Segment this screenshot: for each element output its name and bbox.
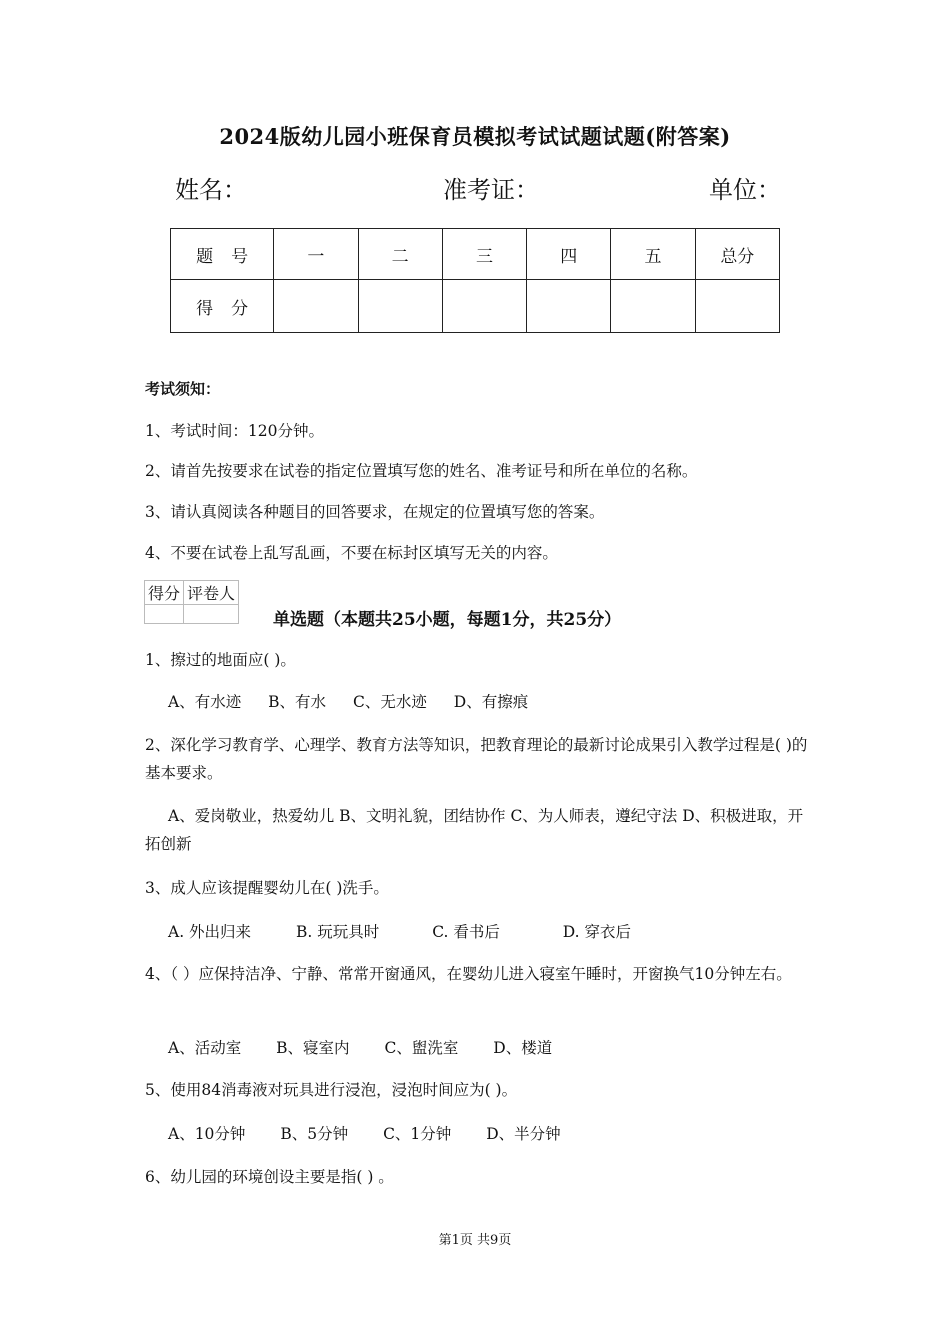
score-cell[interactable] [442, 280, 526, 333]
name-field-label: 姓名： [175, 176, 247, 204]
option[interactable]: A、活动室 [168, 1039, 242, 1057]
page-title: 2024版幼儿园小班保育员模拟考试试题试题(附答案) [219, 124, 731, 149]
notice-item: 2、请首先按要求在试卷的指定位置填写您的姓名、准考证号和所在单位的名称。 [145, 462, 698, 480]
question-5-options [168, 1122, 583, 1144]
score-cell[interactable] [274, 280, 358, 333]
question-1-options [168, 690, 550, 712]
unit-field-label: 单位： [709, 176, 781, 204]
section-title: 单选题（本题共25小题，每题1分，共25分） [273, 610, 622, 630]
score-table-col-1: 一 [274, 229, 358, 280]
notice-item: 4、不要在试卷上乱写乱画，不要在标封区填写无关的内容。 [145, 544, 558, 562]
score-cell[interactable] [358, 280, 442, 333]
question-4-options [168, 1036, 574, 1058]
score-table [170, 228, 780, 333]
score-table-col-4: 四 [527, 229, 611, 280]
option[interactable]: A. 外出归来 [168, 923, 252, 941]
option[interactable]: D、半分钟 [486, 1125, 561, 1143]
score-table-col-5: 五 [611, 229, 695, 280]
grader-score-label: 得分 [145, 581, 184, 605]
score-table-col-2: 二 [358, 229, 442, 280]
option[interactable]: C、盥洗室 [384, 1039, 459, 1057]
notice-item: 1、考试时间：120分钟。 [145, 422, 324, 440]
score-cell-total[interactable] [695, 280, 779, 333]
question-2-options: A、爱岗敬业，热爱幼儿 B、文明礼貌，团结协作 C、为人师表，遵纪守法 D、积极进取，开拓创新 [145, 807, 804, 853]
score-table-score-label: 得分 [171, 280, 274, 333]
question-4: 4、（ ）应保持洁净、宁静、常常开窗通风，在婴幼儿进入寝室午睡时，开窗换气10分钟左右。 [145, 965, 792, 983]
candidate-info-row [175, 170, 781, 202]
notice-title: 考试须知： [145, 380, 221, 398]
exam-id-field-label: 准考证： [443, 176, 539, 204]
option[interactable]: A、10分钟 [168, 1125, 246, 1143]
score-table-col-3: 三 [442, 229, 526, 280]
option[interactable]: D. 穿衣后 [562, 923, 632, 941]
score-table-col-total: 总分 [695, 229, 779, 280]
question-3: 3、成人应该提醒婴幼儿在( )洗手。 [145, 879, 389, 897]
score-table-header-label: 题号 [171, 229, 274, 280]
question-2: 2、深化学习教育学、心理学、教育方法等知识，把教育理论的最新讨论成果引入教学过程是( )的基本要求。 [145, 736, 808, 782]
option[interactable]: D、楼道 [493, 1039, 553, 1057]
question-5: 5、使用84消毒液对玩具进行浸泡，浸泡时间应为( )。 [145, 1081, 518, 1099]
option[interactable]: B、有水 [268, 693, 327, 711]
option[interactable]: B、寝室内 [276, 1039, 350, 1057]
notice-item: 3、请认真阅读各种题目的回答要求，在规定的位置填写您的答案。 [145, 503, 605, 521]
option[interactable]: B、5分钟 [280, 1125, 349, 1143]
option[interactable]: C、1分钟 [383, 1125, 452, 1143]
option[interactable]: D、有擦痕 [453, 693, 529, 711]
grader-score-cell[interactable] [145, 605, 184, 624]
option[interactable]: B. 玩玩具时 [296, 923, 380, 941]
page-footer: 第1页 共9页 [438, 1233, 512, 1248]
score-cell[interactable] [527, 280, 611, 333]
grader-name-cell[interactable] [184, 605, 239, 624]
option[interactable]: A、有水迹 [168, 693, 242, 711]
score-cell[interactable] [611, 280, 695, 333]
question-6: 6、幼儿园的环境创设主要是指( ) 。 [145, 1168, 394, 1186]
question-3-options [168, 920, 653, 942]
option[interactable]: C、无水迹 [352, 693, 427, 711]
grader-name-label: 评卷人 [184, 581, 239, 605]
grader-box [144, 580, 239, 624]
option[interactable]: C. 看书后 [432, 923, 500, 941]
question-1: 1、擦过的地面应( )。 [145, 651, 296, 669]
